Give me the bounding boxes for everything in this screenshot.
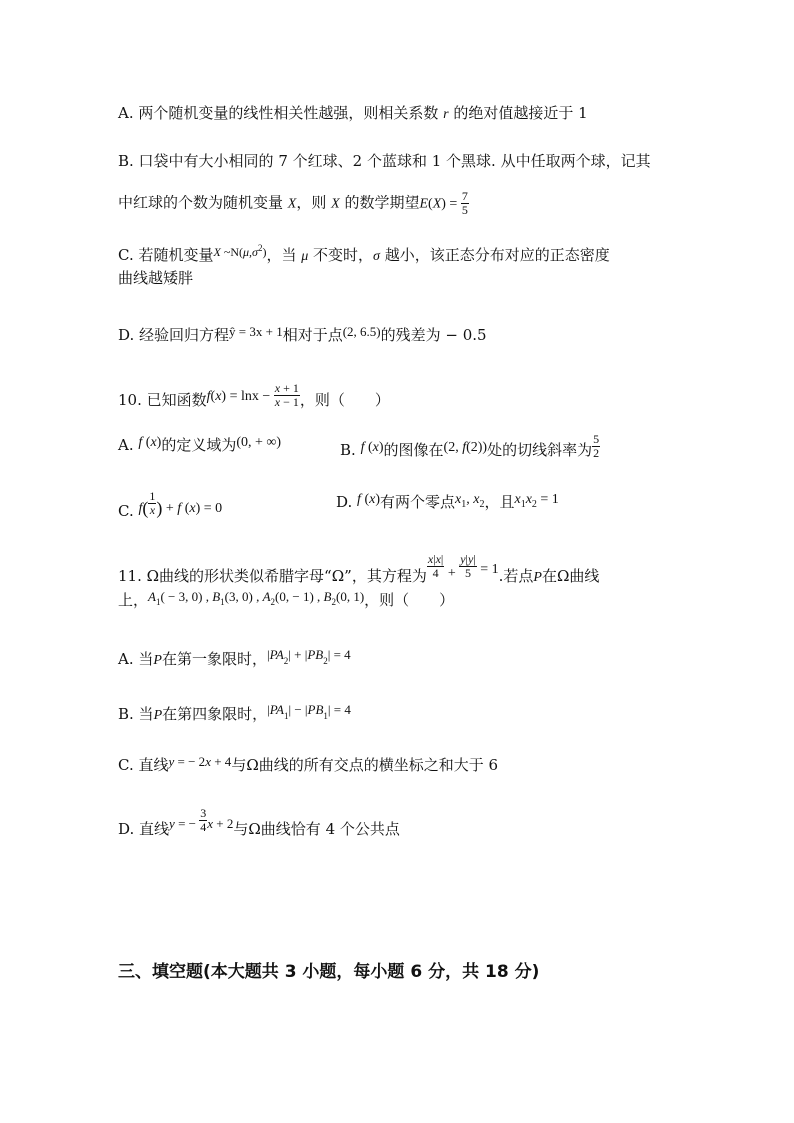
q11-d-end: 与Ω曲线恰有 4 个公共点	[233, 820, 400, 838]
q11-c-end: 与Ω曲线的所有交点的横坐标之和大于 6	[231, 756, 499, 774]
q11-d-prefix: D. 直线	[118, 820, 170, 838]
q11-option-a: A. 当P在第一象限时，|PA2| + |PB2| = 4	[118, 647, 351, 668]
q9-c-prefix: C. 若随机变量	[118, 246, 214, 264]
section-3-heading: 三、填空题(本大题共 3 小题，每小题 6 分，共 18 分)	[118, 962, 540, 982]
q10-fraction: $\frac{x + 1}{x - 1}$	[274, 381, 299, 409]
q11-stem-line1: 11. Ω曲线的形状类似希腊字母“Ω”，其方程为 $\frac{x|x|}{4}$ + $\frac{y|y|}{5}$ = 1.若点P在Ω曲线	[118, 552, 600, 585]
q10-a-label: A.	[118, 436, 134, 454]
q11-d-fraction: $\frac{3}{4}$	[200, 806, 207, 834]
q11-stem-prefix: 11. Ω曲线的形状类似希腊字母“Ω”，其方程为	[118, 567, 427, 585]
q9-option-b-line1: B. 口袋中有大小相同的 7 个红球、2 个蓝球和 1 个黑球. 从中任取两个球，记其	[118, 152, 651, 170]
q9-option-a: A. 两个随机变量的线性相关性越强，则相关系数 r 的绝对值越接近于 1	[118, 104, 588, 122]
q9-b-fraction: $\frac{7}{5}$	[461, 189, 468, 217]
q10-c-label: C.	[118, 502, 134, 520]
q9-b-expectation-formula: E	[419, 196, 429, 212]
q9-option-b-line2: 中红球的个数为随机变量 X，则 X 的数学期望E(X) = $\frac{7}{5}$	[118, 189, 468, 217]
q10-option-c: C. f( $\frac{1}{x}$ ) + f (x) = 0	[118, 489, 223, 520]
q11-option-c: C. 直线y = − 2x + 4与Ω曲线的所有交点的横坐标之和大于 6	[118, 754, 499, 774]
q9-option-c-line1: C. 若随机变量$^X$ $^{\sim N(\mu,\sigma 2)}$，当 μ 不变时，σ 越小，该正态分布对应的正态密度	[118, 243, 610, 264]
q11-fraction-x: $\frac{x|x|}{4}$	[427, 552, 444, 580]
q10-option-d: D. f (x)有两个零点x1, x2，且x1x2 = 1	[336, 492, 559, 511]
q9-d-regression: ŷ = 3x + 1	[229, 324, 283, 339]
q11-option-d: D. 直线y = − $\frac{3}{4}$ x + 2与Ω曲线恰有 4 个公共点	[118, 806, 400, 838]
q10-stem-prefix: 10. 已知函数	[118, 391, 207, 409]
q11-stem2-prefix: 上，	[118, 591, 149, 609]
q10-c-fraction: $\frac{1}{x}$	[149, 489, 156, 517]
q11-c-prefix: C. 直线	[118, 756, 169, 774]
q10-option-b: B. f (x)的图像在(2, f(2))处的切线斜率为 $\frac{5}{2}$	[340, 432, 600, 460]
q10-stem-end: ，则（ ）	[299, 391, 390, 409]
q10-b-fraction: $\frac{5}{2}$	[593, 432, 600, 460]
q11-option-b: B. 当P在第四象限时，|PA1| − |PB1| = 4	[118, 702, 351, 723]
q9-option-c-line2: 曲线越矮胖	[118, 269, 194, 287]
q10-stem: 10. 已知函数f(x) = lnx − $\frac{x + 1}{x - 1}$ ，则（ ）	[118, 381, 390, 409]
q10-b-label: B.	[340, 441, 356, 459]
q9-option-d	[118, 322, 487, 345]
q10-option-a: A. f (x)的定义域为(0, + ∞)	[118, 435, 282, 454]
q11-stem-line2: 上，A1( − 3, 0) , B1(3, 0) , A2(0, − 1) , B2(0, 1)，则（ ）	[118, 589, 455, 609]
q11-fraction-y: $\frac{y|y|}{5}$	[460, 552, 476, 580]
q9-d-end: 的残差为 − 0.5	[380, 326, 487, 344]
q9-d-mid: 相对于点	[282, 326, 343, 344]
q9-d-prefix: D. 经验回归方程	[118, 326, 230, 344]
q9-d-point: (2, 6.5)	[342, 324, 381, 339]
q10-d-label: D.	[336, 493, 353, 511]
q11-stem2-end: ，则（ ）	[364, 591, 455, 609]
